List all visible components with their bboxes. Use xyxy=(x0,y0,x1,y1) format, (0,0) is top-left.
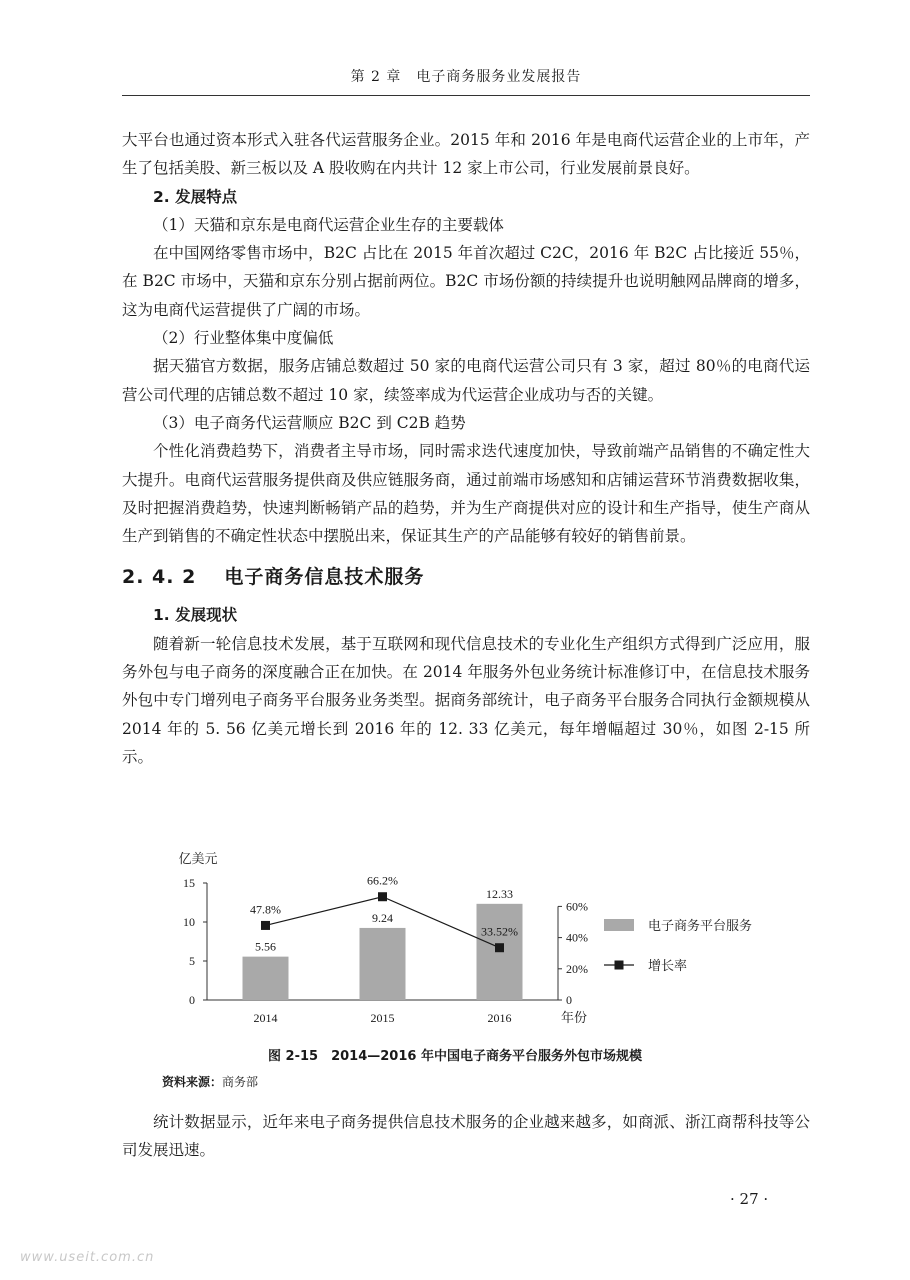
growth-marker xyxy=(378,892,387,901)
y2-tick-label: 60% xyxy=(566,899,588,914)
running-header: 第 2 章 电子商务服务业发展报告 xyxy=(350,69,582,85)
y2-tick-label: 0 xyxy=(566,993,572,1007)
header-rule xyxy=(122,95,810,96)
growth-value-label: 66.2% xyxy=(367,873,398,888)
x-axis-label: 年份 xyxy=(560,1010,588,1025)
legend-line-label: 增长率 xyxy=(648,958,688,973)
subheading: 2. 发展特点 xyxy=(153,187,238,206)
legend-bar-label: 电子商务平台服务 xyxy=(648,918,753,933)
bar-value-label: 9.24 xyxy=(372,910,393,925)
body-text xyxy=(122,126,810,771)
x-tick-label: 2014 xyxy=(253,1011,278,1025)
growth-value-label: 47.8% xyxy=(250,902,281,917)
growth-marker xyxy=(495,943,504,952)
paragraph: 随着新一轮信息技术发展，基于互联网和现代信息技术的专业化生产组织方式得到广泛应用，服务外包与电子商务的深度融合正在加快。在 2014 年服务外包业务统计标准修订中，在信息技术服务外包中专门增列电子商务平台服务业务类型。据商务部统计，电子商务平台服务合同执行金额规模从 2014 年的 5. 56 亿美元增长到 2016 年的 12. 33 亿美元，每年增幅超过 30％，如图 2-15 所示。 xyxy=(122,634,810,766)
watermark: www.useit.com.cn xyxy=(20,1250,155,1265)
x-tick-label: 2015 xyxy=(370,1011,395,1025)
y-tick-label: 10 xyxy=(183,915,195,929)
bar xyxy=(360,928,406,1000)
closing-paragraph-wrap xyxy=(122,1108,810,1165)
y-axis-label: 亿美元 xyxy=(178,851,218,866)
source-label: 资料来源： xyxy=(162,1075,223,1089)
subheading: 1. 发展现状 xyxy=(153,606,238,625)
y-tick-label: 15 xyxy=(183,876,195,890)
section-number: 2. 4. 2 xyxy=(122,566,197,589)
figure-caption: 图 2-15 2014—2016 年中国电子商务平台服务外包市场规模 xyxy=(268,1049,642,1064)
mid-paragraphs xyxy=(122,601,810,771)
paragraph: 个性化消费趋势下，消费者主导市场，同时需求迭代速度加快，导致前端产品销售的不确定性大大提升。电商代运营服务提供商及供应链服务商，通过前端市场感知和店铺运营环节消费数据收集，及时把握消费趋势，快速判断畅销产品的趋势，并为生产商提供对应的设计和生产指导，使生产商从生产到销售的不确定性状态中摆脱出来，保证其生产的产品能够有较好的销售前景。 xyxy=(122,442,810,546)
page-number: · 27 · xyxy=(730,1190,769,1208)
closing-paragraph: 统计数据显示，近年来电子商务提供信息技术服务的企业越来越多，如商派、浙江商帮科技等公司发展迅速。 xyxy=(122,1113,810,1160)
market-size-chart xyxy=(0,845,910,1045)
source-value: 商务部 xyxy=(222,1075,259,1089)
growth-value-label: 33.52% xyxy=(481,924,518,939)
y2-tick-label: 40% xyxy=(566,930,588,945)
paragraph: 在中国网络零售市场中，B2C 占比在 2015 年首次超过 C2C，2016 年 B2C 占比接近 55％，在 B2C 市场中，天猫和京东分别占据前两位。B2C 市场份额的持续提升也说明触网品牌商的增多，这为电商代运营提供了广阔的市场。 xyxy=(122,244,810,319)
y-tick-label: 0 xyxy=(189,993,195,1007)
paragraph: 据天猫官方数据，服务店铺总数超过 50 家的电商代运营公司只有 3 家，超过 80％的电商代运营公司代理的店铺总数不超过 10 家，续签率成为代运营企业成功与否的关键。 xyxy=(122,357,810,404)
section-title: 电子商务信息技术服务 xyxy=(224,566,425,589)
y-tick-label: 5 xyxy=(189,954,195,968)
paragraph: （2）行业整体集中度偏低 xyxy=(153,329,334,348)
legend-bar-swatch xyxy=(604,919,634,931)
top-paragraphs xyxy=(122,126,810,550)
legend-line-marker xyxy=(615,961,624,970)
section-heading xyxy=(122,562,810,589)
bar-value-label: 12.33 xyxy=(486,886,513,901)
paragraph: 大平台也通过资本形式入驻各代运营服务企业。2015 年和 2016 年是电商代运营企业的上市年，产生了包括美股、新三板以及 A 股收购在内共计 12 家上市公司，行业发展前景良好。 xyxy=(122,131,810,178)
bar-value-label: 5.56 xyxy=(255,939,276,954)
growth-marker xyxy=(261,921,270,930)
paragraph: （1）天猫和京东是电商代运营企业生存的主要载体 xyxy=(153,215,504,234)
x-tick-label: 2016 xyxy=(487,1011,512,1025)
paragraph: （3）电子商务代运营顺应 B2C 到 C2B 趋势 xyxy=(153,413,466,432)
y2-tick-label: 20% xyxy=(566,961,588,976)
bar xyxy=(243,957,289,1000)
figure-source xyxy=(162,1073,258,1090)
